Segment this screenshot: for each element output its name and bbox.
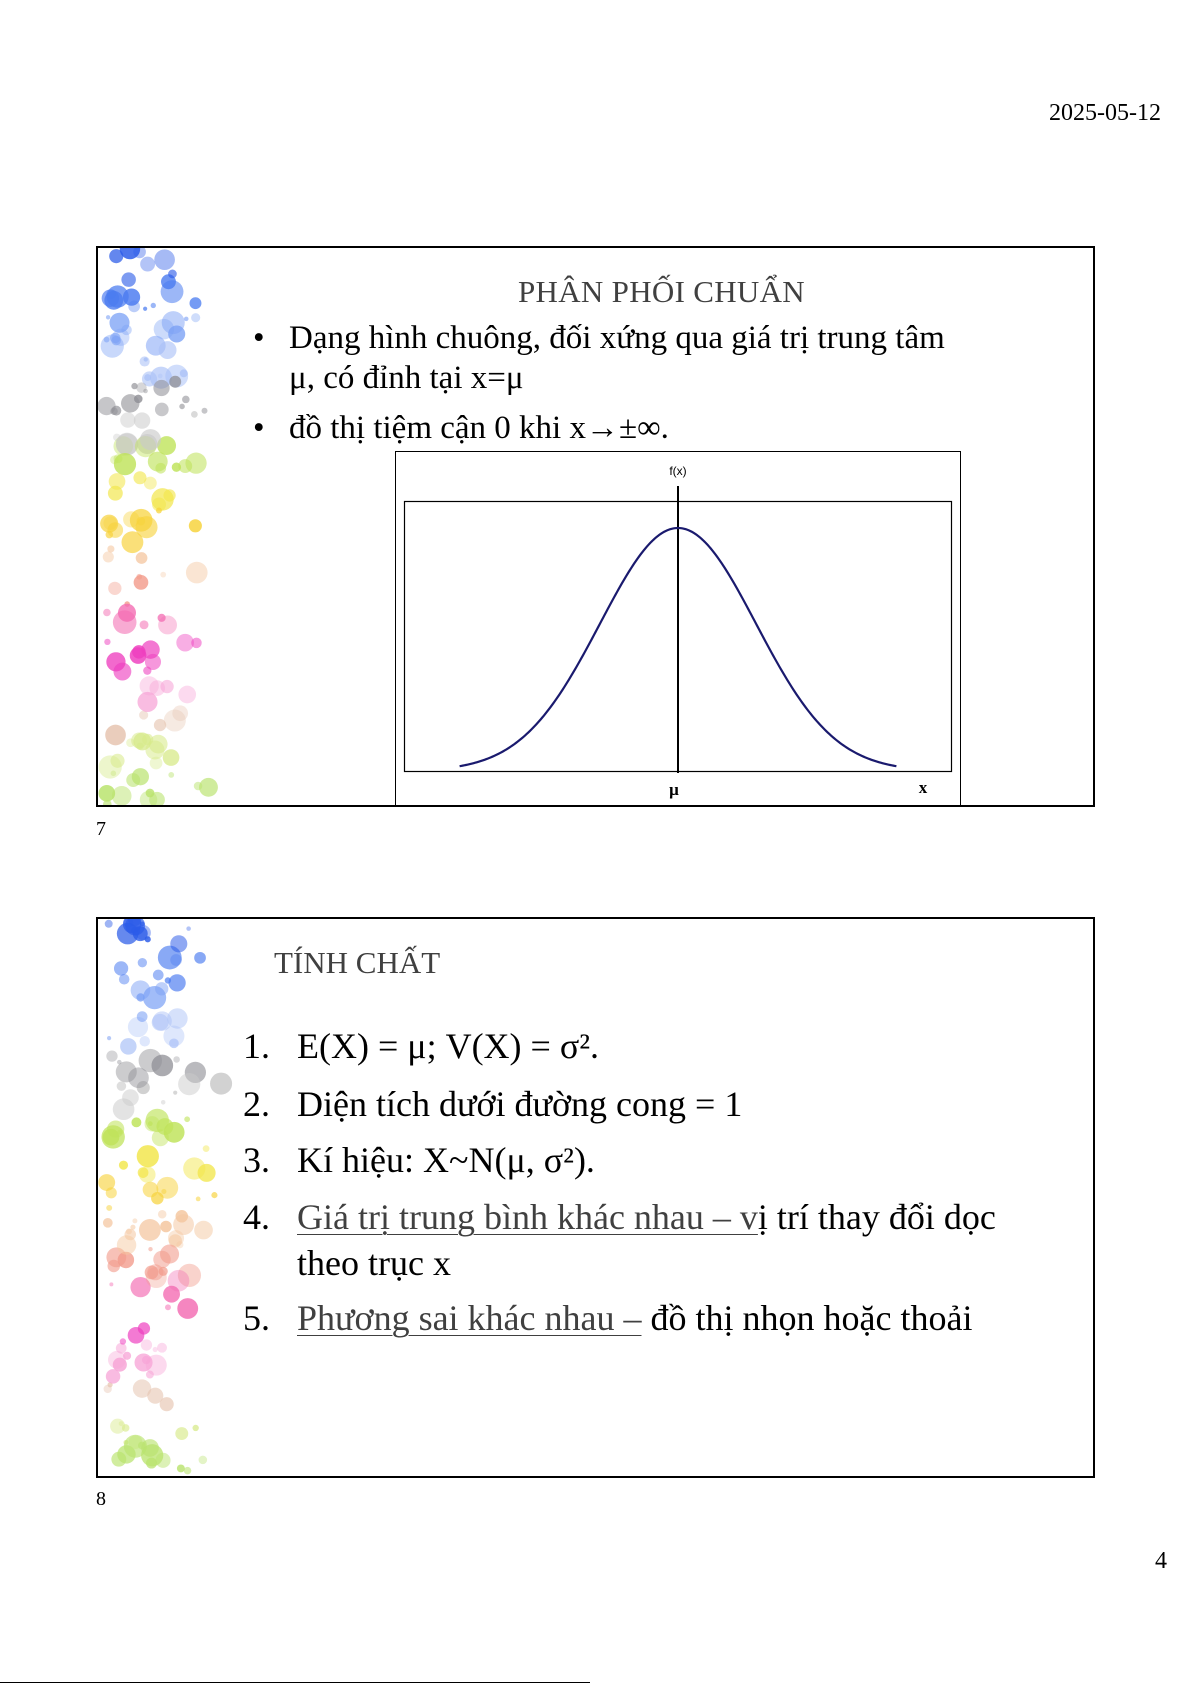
decorative-bubble [145,740,164,759]
decorative-bubble [148,1247,152,1251]
decorative-bubble [151,303,156,308]
decorative-bubble [155,982,168,995]
decorative-bubble [154,319,174,339]
decorative-bubble [152,1011,171,1030]
decorative-bubble [185,453,206,474]
decorative-bubble [156,1118,173,1135]
decorative-bubble [178,686,196,704]
decorative-bubble [169,1038,179,1048]
decorative-bubbles [98,248,258,805]
decorative-bubble [103,1218,113,1228]
decorative-bubble [131,383,137,389]
decorative-bubble [196,1197,201,1202]
decorative-bubble [172,705,188,721]
decorative-bubble [119,1421,124,1426]
decorative-bubble [169,376,181,388]
slide-7 [96,246,1095,807]
decorative-bubble [157,1343,167,1353]
decorative-bubble [141,1339,152,1350]
decorative-bubble [143,307,147,311]
decorative-bubble [137,742,144,749]
decorative-bubble [108,1351,126,1369]
decorative-bubble [118,604,136,622]
decorative-bubble [113,663,131,681]
decorative-bubble [178,1073,200,1095]
decorative-bubble [114,961,128,975]
decorative-bubble [202,408,208,414]
decorative-bubble [199,1456,208,1465]
decorative-bubble [111,406,121,416]
item-number: 1. [243,1026,270,1066]
decorative-bubble [140,257,155,272]
decorative-bubble [136,574,142,580]
decorative-bubble [119,974,130,985]
decorative-bubble [177,1464,185,1472]
decorative-bubble [184,1467,192,1475]
decorative-bubble [159,1267,168,1276]
decorative-bubble [154,719,166,731]
decorative-bubble [109,473,126,490]
decorative-bubble [130,509,153,532]
decorative-bubble [159,341,177,359]
decorative-bubble [114,454,123,463]
item-text: Kí hiệu: X~N(μ, σ²). [297,1140,595,1180]
decorative-bubble [173,1056,180,1063]
decorative-bubble [170,935,187,952]
decorative-bubble [145,936,151,942]
decorative-bubble [107,1036,111,1040]
decorative-bubble [192,1425,198,1431]
decorative-bubble [121,272,135,286]
decorative-bubble [107,545,114,552]
decorative-bubble [123,289,140,306]
decorative-bubble [176,634,194,652]
decorative-bubble [109,1282,113,1286]
decorative-bubble [137,1011,148,1022]
decorative-bubble [182,396,190,404]
decorative-bubble [112,786,132,805]
decorative-bubble [154,249,175,270]
decorative-bubble [191,411,198,418]
decorative-bubble [194,952,206,964]
decorative-bubble [136,552,148,564]
decorative-bubble [189,519,202,532]
decorative-bubble [104,1385,112,1393]
decorative-bubble [137,692,157,712]
decorative-bubble [184,1116,190,1122]
decorative-bubble [140,429,161,450]
decorative-bubble [143,389,148,394]
decorative-bubble [131,1117,141,1127]
decorative-bubble [146,789,155,798]
decorative-bubble [156,1177,178,1199]
decorative-bubble [153,970,164,981]
item-text: Diện tích dưới đường cong = 1 [297,1084,743,1124]
decorative-bubble [160,1245,179,1264]
decorative-bubble [140,356,150,366]
decorative-bubble [184,317,189,322]
decorative-bubble [160,680,173,693]
decorative-bubble [138,1167,149,1178]
decorative-bubble [160,1221,172,1233]
decorative-bubble [186,926,191,931]
decorative-bubble [106,1369,120,1383]
decorative-bubble [158,616,177,635]
decorative-bubble [183,1157,205,1179]
item-text [297,1194,1017,1286]
decorative-bubble [179,404,185,410]
slide-8 [96,917,1095,1478]
decorative-bubble [163,749,180,766]
decorative-bubble [170,954,182,966]
decorative-bubble [135,1353,153,1371]
decorative-bubble [210,1073,232,1095]
decorative-bubble [119,1161,128,1170]
decorative-bubble [139,1036,150,1047]
decorative-bubble [153,1347,158,1352]
item-text [297,1295,1017,1341]
decorative-bubble [155,403,169,417]
decorative-bubble [165,977,171,983]
footer-rule [0,1682,590,1683]
slide-title: PHÂN PHỐI CHUẨN [518,274,805,309]
decorative-bubble [191,313,200,322]
decorative-bubble [211,1192,217,1198]
decorative-bubble [140,620,149,629]
decorative-bubble [104,639,110,645]
y-axis-label: f(x) [669,464,687,478]
item-number: 3. [243,1140,270,1180]
decorative-bubble [146,1458,157,1469]
decorative-bubble [177,1298,198,1319]
normal-distribution-chart [395,451,961,806]
decorative-bubbles [98,919,258,1476]
bullet-marker: • [253,410,265,446]
decorative-bubble [137,1145,159,1167]
decorative-bubble [145,1266,159,1280]
decorative-bubble [103,609,111,617]
header-date: 2025-05-12 [1049,100,1161,126]
decorative-bubble [151,1055,173,1077]
decorative-bubble [99,755,122,778]
slide-title: TÍNH CHẤT [274,945,441,980]
item-number: 5. [243,1298,270,1338]
decorative-bubble [161,1100,166,1105]
decorative-bubble [180,369,188,377]
decorative-bubble [165,1304,171,1310]
decorative-bubble [144,477,157,490]
decorative-bubble [147,1388,163,1404]
slide-number: 7 [96,818,106,840]
x-tick-label-mu: μ [669,780,679,799]
decorative-bubble [126,738,135,747]
item-rest-text: đồ thị nhọn hoặc thoải [641,1298,973,1338]
decorative-bubble [106,1050,117,1061]
decorative-bubble [112,329,129,346]
decorative-bubble [106,1205,112,1211]
decorative-bubble [132,768,149,785]
decorative-bubble [117,1081,127,1091]
decorative-bubble [190,297,202,309]
decorative-bubble [134,412,150,428]
slide-number: 8 [96,1488,106,1510]
x-axis-label: x [918,778,928,797]
decorative-bubble [168,270,177,279]
decorative-bubble [128,1327,145,1344]
decorative-bubble [194,1221,213,1240]
hyperlink-text[interactable]: Phương sai khác nhau – [297,1298,642,1338]
decorative-bubble [104,337,110,343]
decorative-bubble [103,551,114,562]
decorative-bubble [134,395,143,404]
decorative-bubble [168,974,185,991]
decorative-bubble [101,1125,124,1148]
decorative-bubble [158,1210,167,1219]
decorative-bubble [113,1098,135,1120]
decorative-bubble [120,1038,136,1054]
decorative-bubble [106,315,110,319]
decorative-bubble [100,515,118,533]
hyperlink-text[interactable]: Giá trị trung bình khác nhau – v [297,1197,758,1237]
decorative-bubble [132,1218,137,1223]
decorative-bubble [104,291,123,310]
item-text: E(X) = μ; V(X) = σ². [297,1026,600,1066]
bullet-text: Dạng hình chuông, đối xứng qua giá trị trung tâm μ, có đỉnh tại x=μ [289,320,945,396]
decorative-bubble [168,1270,190,1292]
bullet-marker: • [253,320,265,356]
decorative-bubble [117,1235,136,1254]
decorative-bubble [106,1187,117,1198]
decorative-bubble [130,1225,135,1230]
decorative-bubble [153,380,169,396]
item-number: 4. [243,1197,270,1237]
decorative-bubble [120,1338,126,1344]
decorative-bubble [203,1145,210,1152]
decorative-bubble [138,958,147,967]
decorative-bubble [132,645,146,659]
decorative-bubble [161,280,184,303]
decorative-bubble [128,1067,149,1088]
decorative-bubble [141,1439,159,1457]
decorative-bubble [113,434,121,442]
item-number: 2. [243,1084,270,1124]
decorative-bubble [168,772,174,778]
decorative-bubble [160,572,166,578]
decorative-bubble [105,725,126,746]
decorative-bubble [120,412,135,427]
decorative-bubble [186,562,208,584]
item-rest-text: ị trí thay đổi dọc theo trục x [297,1197,996,1283]
decorative-bubble [139,1219,161,1241]
decorative-bubble [111,1452,126,1467]
decorative-bubble [175,1427,188,1440]
decorative-bubble [173,1091,177,1095]
decorative-bubble [156,508,162,514]
decorative-bubble [194,782,203,791]
decorative-bubble [105,920,113,928]
page-number: 4 [1155,1548,1167,1574]
decorative-bubble [173,1214,194,1235]
bullet-text: đồ thị tiệm cận 0 khi x→±∞. [289,410,669,446]
decorative-bubble [108,582,121,595]
decorative-bubble [131,926,140,935]
decorative-bubble [108,1260,121,1273]
